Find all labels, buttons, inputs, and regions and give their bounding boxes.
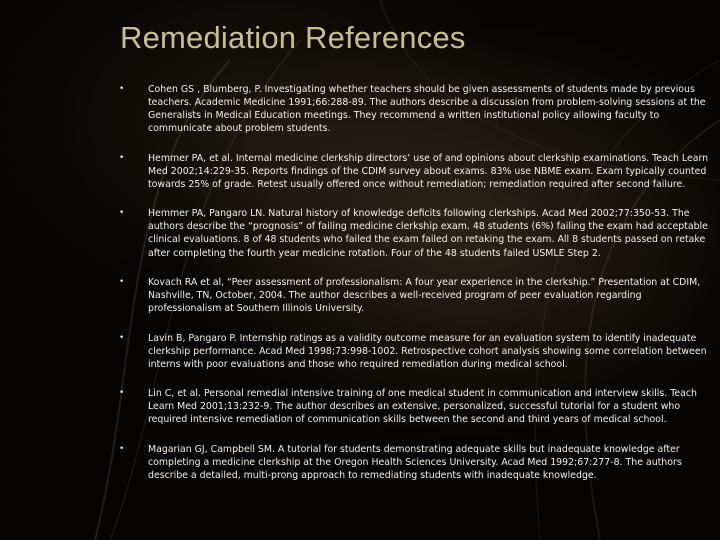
slide-title: Remediation References <box>120 20 466 55</box>
bullet-icon: • <box>119 208 125 219</box>
reference-text: Kovach RA et al, “Peer assessment of professionalism: A four year experience in the clerkship.” Presentation at CDIM, Nashville, TN, October, 2004. The author describes a well-received program of peer evaluation regarding professionalism at Southern Illinois University. <box>148 276 701 315</box>
reference-item <box>118 83 710 135</box>
bullet-icon: • <box>119 84 125 94</box>
reference-item <box>118 276 710 315</box>
bullet-icon: • <box>119 388 125 399</box>
bullet-icon: • <box>119 443 125 454</box>
reference-text: Lin C, et al. Personal remedial intensive training of one medical student in communication and interview skills. Teach Learn Med 2001;13:232-9. The author describes an extensive, personalized, successful tutorial for a student who required intensive remediation of communication skills between the second and third years of medical school. <box>148 388 697 426</box>
reference-text: Lavin B, Pangaro P. Internship ratings as a validity outcome measure for an evaluation system to identify inadequate clerkship performance. Acad Med 1998;73:998-1002. Retrospective cohort analysis showing some correlation between interns with poor evaluations and those who required remediation during medical school. <box>148 332 707 370</box>
reference-text: Hemmer PA, Pangaro LN. Natural history of knowledge deficits following clerkships. Acad Med 2002;77:350-53. The authors describe the “prognosis” of failing medicine clerkship exam. 48 students (6%) failing the exam had acceptable clinical evaluations. 8 of 48 students who failed the exam failed on retaking the exam. All 8 students passed on retake after completing the fourth year medicine rotation. Four of the 48 students failed USMLE Step 2. <box>148 208 708 259</box>
reference-item <box>118 207 710 259</box>
reference-item <box>118 152 710 191</box>
reference-text: Magarian GJ, Campbell SM. A tutorial for students demonstrating adequate skills but inadequate knowledge after completing a medicine clerkship at the Oregon Health Sciences University. Acad Med 1992;67:277-8. The authors describe a detailed, multi-prong approach to remediating students with inadequate knowledge. <box>148 443 682 481</box>
bullet-icon: • <box>119 332 125 343</box>
bullet-icon: • <box>119 152 125 163</box>
reference-item <box>118 443 710 482</box>
reference-item <box>118 387 710 426</box>
bullet-icon: • <box>119 276 125 287</box>
reference-text: Hemmer PA, et al. Internal medicine clerkship directors’ use of and opinions about clerkship examinations. Teach Learn Med 2002;14:229-35. Reports findings of the CDIM survey about exams. 83% use NBME exam. Exam typically counted towards 25% of grade. Retest usually offered once without remediation; remediation required after second failure. <box>148 152 709 190</box>
reference-item <box>118 332 710 371</box>
reference-list <box>118 83 710 498</box>
reference-text: Cohen GS , Blumberg, P. Investigating whether teachers should be given assessments of students made by previous teachers. Academic Medicine 1991;66:288-89. The authors describe a discussion from problem-solving sessions at the Generalists in Medical Education meetings. They recommend a written institutional policy allowing faculty to communicate about problem students. <box>148 84 706 135</box>
